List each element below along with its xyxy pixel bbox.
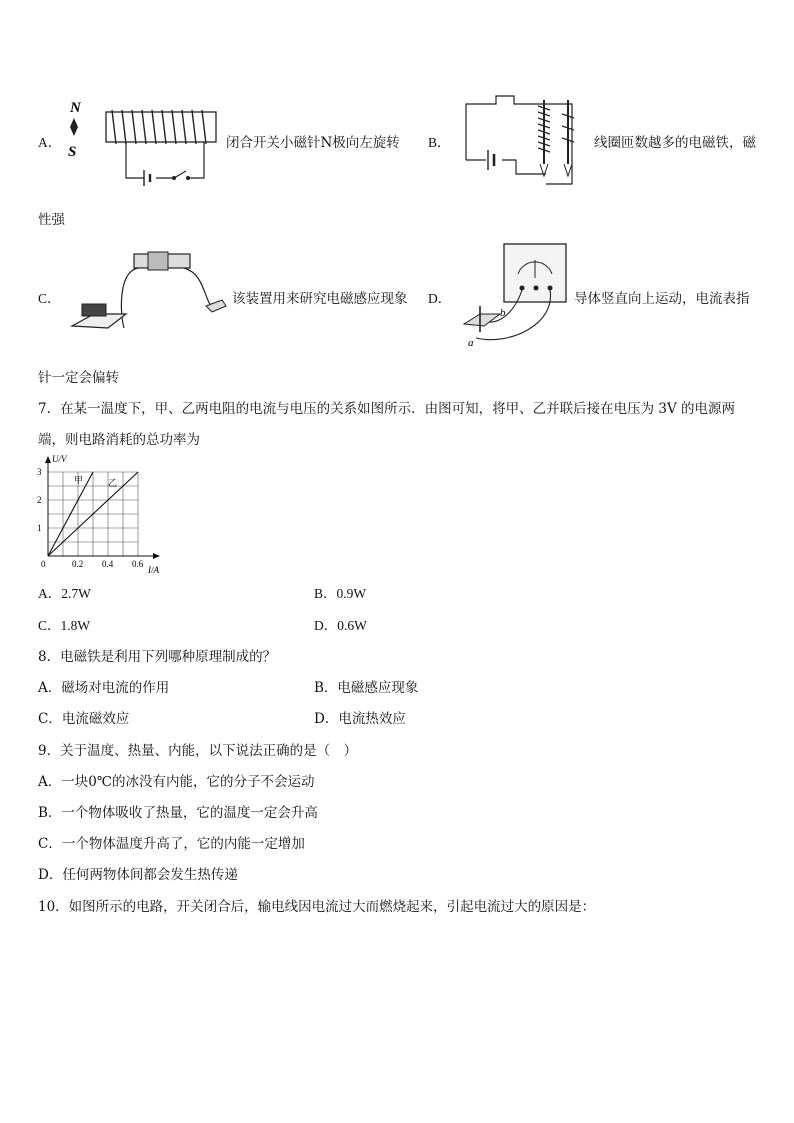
- x-tick-label: 0.4: [102, 559, 114, 569]
- q9-option-d[interactable]: D．任何两物体间都会发生热传递: [38, 867, 238, 883]
- option-c-label: C．: [38, 291, 61, 306]
- y-tick-label: 2: [37, 495, 42, 505]
- q9-option-c[interactable]: C．一个物体温度升高了，它的内能一定增加: [38, 836, 305, 852]
- y-axis-label: U/V: [52, 454, 67, 464]
- fig-label-b: b: [500, 307, 506, 319]
- q8-option-b[interactable]: B．电磁感应现象: [314, 680, 419, 696]
- coil-windings-icon: [112, 110, 206, 144]
- option-b-label: B．: [428, 135, 451, 150]
- q9-stem: 9．关于温度、热量、内能，以下说法正确的是（ ）: [38, 743, 358, 759]
- y-tick-label: 3: [37, 467, 42, 477]
- q10-stem: 10．如图所示的电路，开关闭合后，输电线因电流过大而燃烧起来，引起电流过大的原因是：: [38, 899, 596, 915]
- u-i-chart: [34, 452, 172, 578]
- y-tick-label: 1: [37, 523, 42, 533]
- option-c-text: 该装置用来研究电磁感应现象: [232, 291, 408, 307]
- x-tick-label: 0.2: [72, 559, 84, 569]
- option-a-label: A．: [38, 135, 62, 150]
- q8-option-c[interactable]: C．电流磁效应: [38, 711, 130, 727]
- q7-stem-line2: 端，则电路消耗的总功率为: [38, 432, 200, 448]
- x-axis-label: I/A: [148, 565, 159, 575]
- x-axis-arrow-icon: [153, 553, 160, 559]
- q7-option-a[interactable]: A．2.7W: [38, 586, 91, 601]
- chart-axes: [45, 456, 160, 559]
- x-tick-label: 0.6: [132, 559, 144, 569]
- q8-stem: 8．电磁铁是利用下列哪种原理制成的？: [38, 649, 277, 665]
- q8-option-d[interactable]: D．电流热效应: [314, 711, 406, 727]
- q8-option-a[interactable]: A．磁场对电流的作用: [38, 680, 170, 696]
- option-d-label: D．: [428, 291, 452, 306]
- option-b-text-cont: 性强: [38, 212, 65, 228]
- electromagnet-figure: [460, 92, 590, 192]
- q7-option-c[interactable]: C．1.8W: [38, 618, 91, 633]
- q9-option-a[interactable]: A．一块0℃的冰没有内能，它的分子不会运动: [38, 774, 315, 790]
- series-label-yi: 乙: [108, 478, 118, 488]
- magnet-icon: [82, 304, 106, 316]
- fig-label-a: a: [468, 337, 474, 349]
- generator-apparatus-figure: [66, 248, 228, 340]
- option-b-text: 线圈匝数越多的电磁铁，磁: [594, 135, 756, 151]
- compass-needle-icon: [70, 118, 78, 136]
- option-d-text-cont: 针一定会偏转: [38, 370, 119, 386]
- y-axis-arrow-icon: [45, 456, 51, 463]
- solenoid-compass-figure: [64, 96, 224, 186]
- q7-stem-line1: 7．在某一温度下，甲、乙两电阻的电流与电压的关系如图所示．由图可知，将甲、乙并联后接在电压为 3V 的电源两: [38, 401, 736, 417]
- option-d-text: 导体竖直向上运动，电流表指: [574, 291, 750, 307]
- compass-n-label: N: [70, 100, 81, 116]
- x-tick-label: 0: [41, 559, 46, 569]
- series-label-jia: 甲: [74, 475, 84, 485]
- q7-option-b[interactable]: B．0.9W: [314, 586, 367, 601]
- ammeter-conductor-figure: [460, 240, 572, 350]
- q9-option-b[interactable]: B．一个物体吸收了热量，它的温度一定会升高: [38, 805, 318, 821]
- option-a-text: 闭合开关小磁针N极向左旋转: [226, 135, 400, 151]
- magnet-icon: [464, 314, 500, 326]
- compass-s-label: S: [68, 144, 77, 160]
- q7-option-d[interactable]: D．0.6W: [314, 618, 367, 633]
